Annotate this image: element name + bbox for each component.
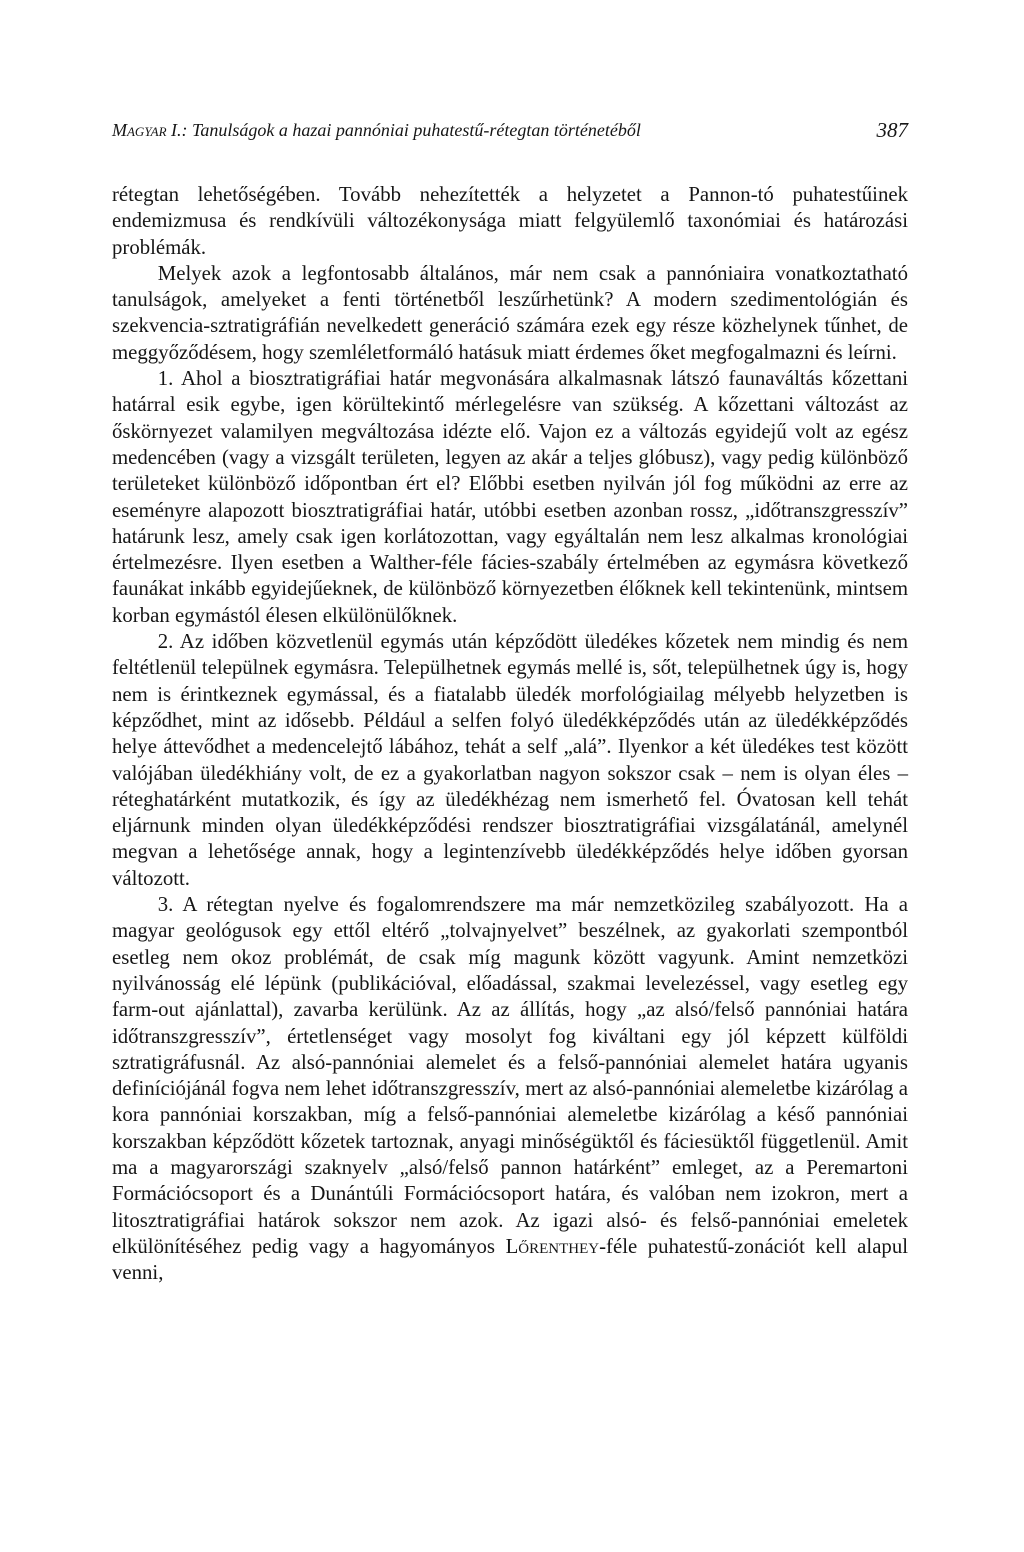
- running-title: [112, 120, 641, 141]
- paragraph-point-2: 2. Az időben közvetlenül egymás után képződött üledékes kőzetek nem mindig és nem feltétlenül települnek egymásra. Települhetnek egymás mellé is, sőt, települhetnek úgy is, hogy nem is érintkeznek egymással, és a fiatalabb üledék morfológiailag mélyebb helyzetben is képződhet, mint az idősebb. Például a selfen folyó üledékképződés után az üledékképződés helye áttevődhet a medencelejtő lábához, tehát a self „alá”. Ilyenkor a két üledékes test között valójában üledékhiány volt, de ez a gyakorlatban nagyon sokszor csak – nem is olyan éles – réteghatárként mutatkozik, és így az üledékhézag nem ismerhető fel. Óvatosan kell tehát eljárnunk minden olyan üledékképződési rendszer biosztratigráfiai vizsgálatánál, amelynél megvan a lehetősége annak, hogy a legintenzívebb üledékképződés helye időben gyorsan változott.: [112, 630, 908, 890]
- paragraph-point-3: [112, 892, 908, 1286]
- author-name-smallcaps: Lőrenthey: [505, 1234, 600, 1258]
- header-author: Magyar I.: [112, 120, 182, 140]
- paragraph-point-3-tail: -féle puhatestű-zonációt kell alapul venni,: [112, 1234, 908, 1285]
- header-separator: :: [181, 120, 193, 140]
- paragraph-point-1: 1. Ahol a biosztratigráfiai határ megvonására alkalmasnak látszó faunaváltás kőzettani határral esik egybe, igen körültekintő mérlegelésre van szükség. A kőzettani változást az őskörnyezet valamilyen megváltozása idézte elő. Vajon ez a változás egyidejű volt az egész medencében (vagy a vizsgált területen, legyen az akár a teljes glóbusz), vagy pedig különböző területeket különböző időpontban ért el? Előbbi esetben nyilván jól fog működni az erre az eseményre alapozott biosztratigráfiai határ, utóbbi esetben azonban rossz, „időtranszgresszív” határunk lesz, amely csak igen korlátozottan, vagy egyáltalán nem lesz alkalmas kronológiai értelmezésre. Ilyen esetben a Walther-féle fácies-szabály értelmében az egymásra következő faunákat inkább egyidejűeknek, de különböző környezetben élőknek kell tekintenünk, mintsem korban egymástól élesen elkülönülőknek.: [112, 367, 908, 627]
- paragraph-intro: Melyek azok a legfontosabb általános, már nem csak a pannóniaira vonatkoztatható tanulságok, amelyeket a fenti történetből leszűrhetünk? A modern szedimentológián és szekvencia-sztratigráfián nevelkedett generáció számára ezek egy része közhelynek tűnhet, de meggyőződésem, hogy szemléletformáló hatásuk miatt érdemes őket megfogalmazni és leírni.: [112, 261, 908, 364]
- body-text: [112, 182, 908, 1286]
- page-number: 387: [876, 118, 908, 142]
- header-title: Tanulságok a hazai pannóniai puhatestű-rétegtan történetéből: [192, 120, 641, 140]
- running-header: [112, 118, 908, 148]
- paragraph-continuation: rétegtan lehetőségében. Tovább nehezítették a helyzetet a Pannon-tó puhatestűinek endemizmusa és rendkívüli változékonysága miatt felgyülemlő taxonómiai és határozási problémák.: [112, 183, 908, 259]
- paragraph-point-3-text: 3. A rétegtan nyelve és fogalomrendszere ma már nemzetközileg szabályozott. Ha a magyar geológusok egy ettől eltérő „tolvajnyelvet” beszélnek, az gyakorlati szempontból esetleg nem okoz problémát, de csak míg magunk között vagyunk. Amint nemzetközi nyilvánosság elé lépünk (publikációval, előadással, szakmai levelezéssel, vagy esetleg egy farm-out ajánlattal), zavarba kerülünk. Az az állítás, hogy „az alsó/felső pannóniai határa időtranszgresszív”, értetlenséget vagy mosolyt fog kiváltani egy jól képzett külföldi sztratigráfusnál. Az alsó-pannóniai alemelet és a felső-pannóniai alemelet határa ugyanis definíciójánál fogva nem lehet időtranszgresszív, mert az alsó-pannóniai alemeletbe kizárólag a kora pannóniai korszakban, míg a felső-pannóniai alemeletbe kizárólag a késő pannóniai korszakban képződött kőzetek tartoznak, anyagi minőségüktől és fáciesüktől függetlenül. Amit ma a magyarországi szaknyelv „alsó/felső pannon határként” emleget, az a Peremartoni Formációcsoport és a Dunántúli Formációcsoport határa, és valóban nem izokron, mert a litosztratigráfiai határok sokszor nem azok. Az igazi alsó- és felső-pannóniai emeletek elkülönítéséhez pedig vagy a hagyományos: [112, 893, 908, 1258]
